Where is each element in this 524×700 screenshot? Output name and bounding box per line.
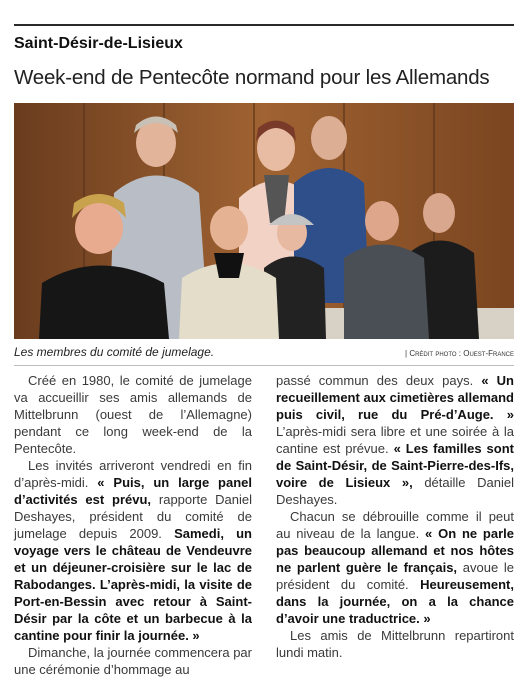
paragraph: Les amis de Mittelbrunn repartiront lundi matin. xyxy=(276,628,514,660)
paragraph: Créé en 1980, le comité de jumelage va accueillir ses amis allemands de Mittelbrunn (ouest de l’Allemagne) pendant ce long week-end de la Pentecôte. xyxy=(14,373,252,456)
credit-source: Ouest-France xyxy=(463,349,514,358)
kicker-location: Saint-Désir-de-Lisieux xyxy=(14,35,183,52)
text-run: L’après-midi sera libre et une soirée à la cantine est prévue. xyxy=(276,424,514,456)
quote-run: Heureusement, dans la journée, on a la chance d’avoir une traductrice. » xyxy=(276,577,514,626)
article-photo xyxy=(14,103,514,339)
quote-run: « On ne parle pas beaucoup allemand et nos hôtes ne parlent guère le français, xyxy=(276,526,514,575)
photo-caption: Les membres du comité de jumelage. xyxy=(14,345,215,359)
paragraph xyxy=(276,372,514,508)
quote-run: « Un recueillement aux cimetières allemand puis civil, rue du Pré-d’Auge. » xyxy=(276,373,514,422)
credit-separator: | xyxy=(405,349,410,358)
paragraph xyxy=(14,457,252,644)
quote-run: « Les familles sont de Saint-Désir, de Saint-Pierre-des-Ifs, voire de Lisieux », xyxy=(276,441,514,490)
text-run: rapporte Daniel Deshayes, président du comité de jumelage depuis 2009. xyxy=(14,492,252,541)
paragraph: Dimanche, la journée commencera par une cérémonie d’hommage au xyxy=(14,645,252,677)
paragraph xyxy=(276,508,514,627)
quote-run: Samedi, un voyage vers le château de Vendeuvre et un déjeuner-croisière sur le lac de Rabodanges. L’après-midi, la visite de Port-en-Bessin avec retour à Saint-Désir par la côte et un barbecue à la cantine pour finir la journée. » xyxy=(14,526,252,643)
top-rule xyxy=(14,24,514,26)
caption-divider xyxy=(14,365,514,366)
text-run: Les invités arriveront vendredi en fin d’après-midi. xyxy=(14,458,252,490)
credit-label: Crédit photo : xyxy=(409,349,461,358)
body-column-2 xyxy=(276,372,514,661)
body-column-1 xyxy=(14,372,252,678)
headline: Week-end de Pentecôte normand pour les Allemands xyxy=(14,66,490,89)
quote-run: « Puis, un large panel d’activités est prévu, xyxy=(14,475,252,507)
text-run: avoue le président du comité. xyxy=(276,560,514,592)
text-run: passé commun des deux pays. xyxy=(276,373,482,388)
text-run: détaille Daniel Deshayes. xyxy=(276,475,514,507)
text-run: Chacun se débrouille comme il peut au niveau de la langue. xyxy=(276,509,514,541)
photo-credit xyxy=(405,349,514,358)
